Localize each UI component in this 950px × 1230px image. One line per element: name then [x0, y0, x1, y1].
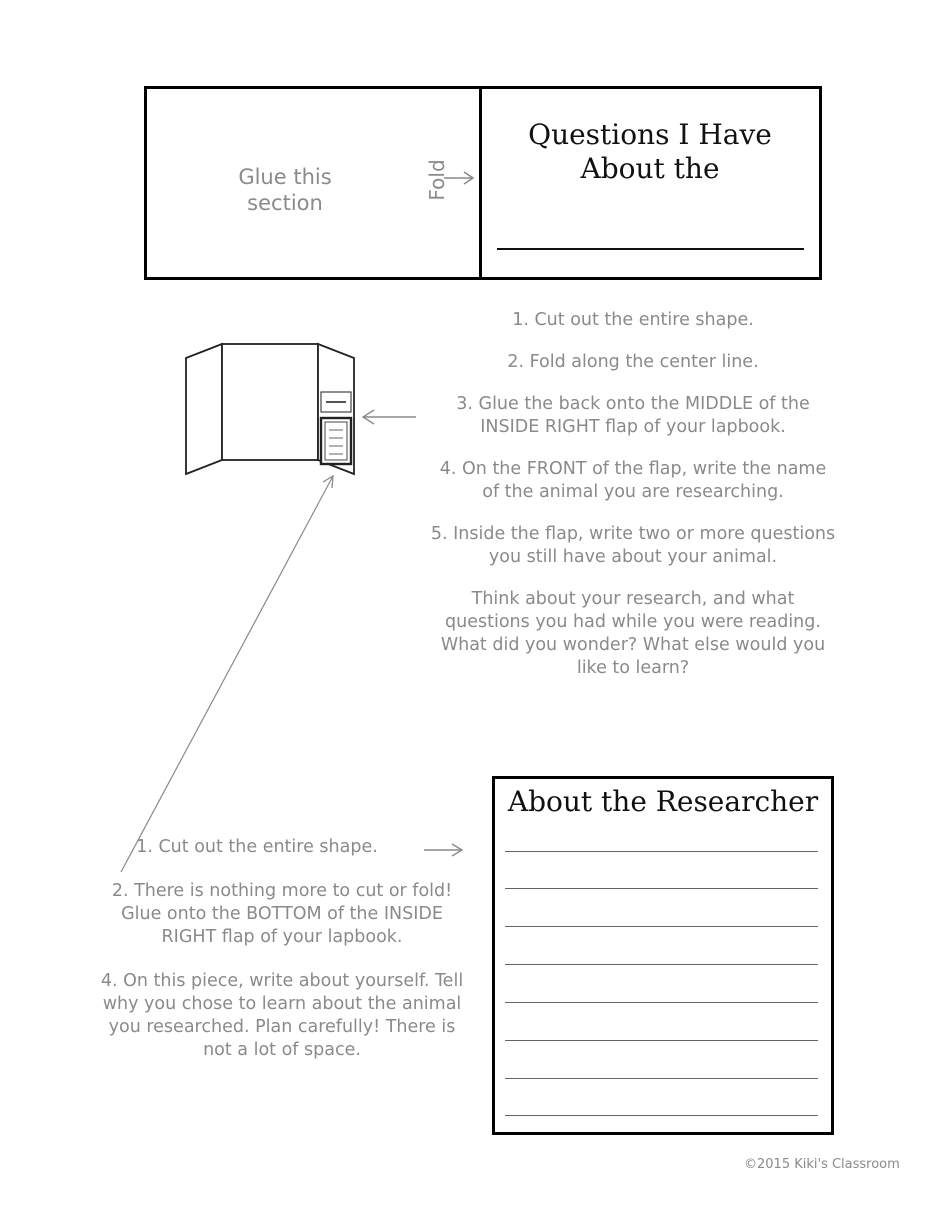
- fold-center-line: [479, 86, 482, 280]
- copyright-text: ©2015 Kiki's Classroom: [744, 1157, 900, 1172]
- writing-line: [505, 888, 818, 889]
- flap-title-line1: Questions I Have: [528, 118, 772, 151]
- top-step-1: 1. Cut out the entire shape.: [512, 310, 754, 330]
- writing-line: [505, 1040, 818, 1041]
- fold-label: Fold: [425, 159, 449, 201]
- writing-line: [505, 964, 818, 965]
- fold-indicator: [418, 154, 478, 204]
- flap-title: [492, 118, 808, 186]
- glue-label-line1: Glue this: [238, 165, 332, 189]
- bottom-step-1: 1. Cut out the entire shape.: [136, 837, 378, 857]
- top-think-note: Think about your research, and what questions you had while you were reading. What did you wonder? What else would you like to learn?: [440, 589, 826, 678]
- writing-line: [505, 1078, 818, 1079]
- long-arrow-icon: [115, 470, 345, 880]
- animal-name-blank: [497, 248, 804, 250]
- writing-line: [505, 1115, 818, 1116]
- writing-line: [505, 1002, 818, 1003]
- fold-arrow-icon: [444, 170, 476, 186]
- top-step-3: 3. Glue the back onto the MIDDLE of the INSIDE RIGHT flap of your lapbook.: [456, 394, 810, 437]
- top-instructions: [424, 309, 842, 699]
- flap-title-line2: About the: [580, 152, 720, 185]
- top-step-5: 5. Inside the flap, write two or more questions you still have about your animal.: [430, 524, 836, 567]
- writing-line: [505, 851, 818, 852]
- writing-line: [505, 926, 818, 927]
- top-step-2: 2. Fold along the center line.: [507, 352, 759, 372]
- bottom-instructions: [96, 836, 468, 1083]
- lapbook-illustration: [180, 338, 420, 478]
- bottom-step-4: 4. On this piece, write about yourself. Tell why you chose to learn about the animal you researched. Plan carefully! There is not a lot of space.: [100, 971, 464, 1060]
- right-arrow-icon: [424, 842, 466, 858]
- glue-label-line2: section: [247, 191, 323, 215]
- bottom-step-2: 2. There is nothing more to cut or fold! Glue onto the BOTTOM of the INSIDE RIGHT flap of your lapbook.: [111, 881, 453, 947]
- researcher-title: About the Researcher: [507, 785, 819, 818]
- researcher-box: [492, 776, 834, 1135]
- top-step-4: 4. On the FRONT of the flap, write the name of the animal you are researching.: [439, 459, 827, 502]
- glue-section-label: [200, 164, 370, 216]
